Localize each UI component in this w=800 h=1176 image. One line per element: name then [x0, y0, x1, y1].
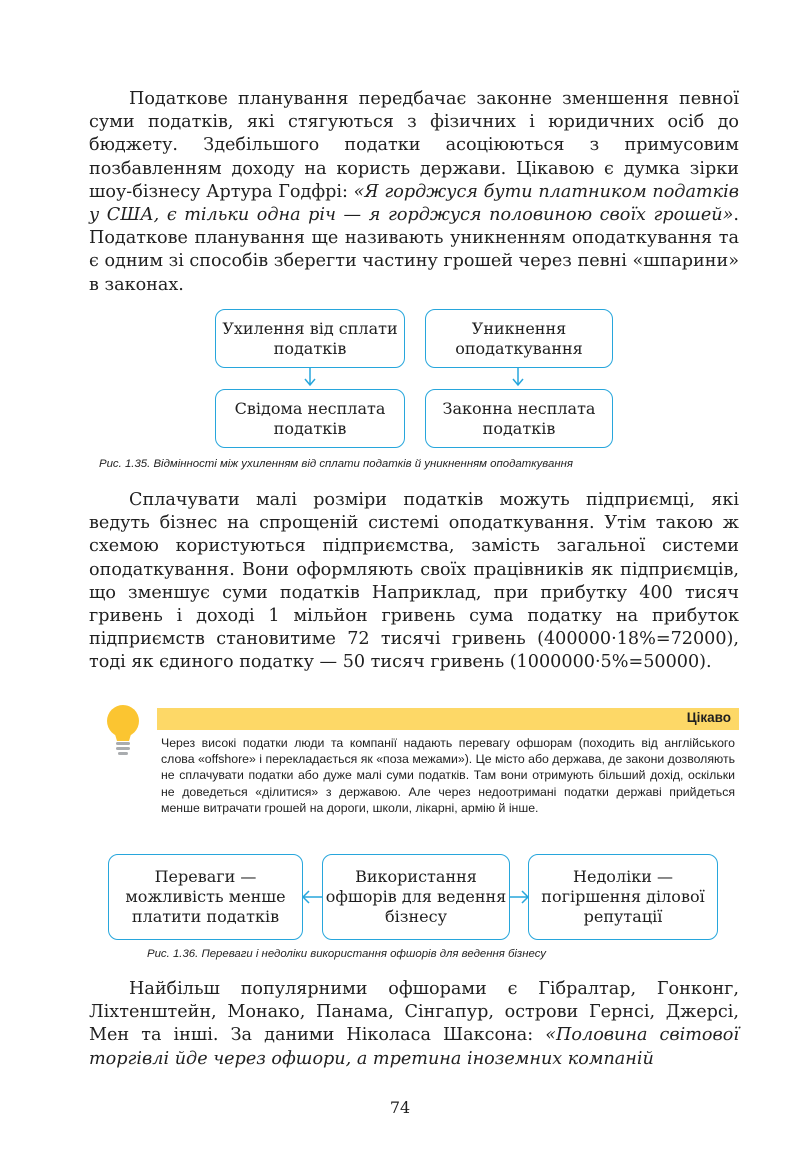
- page-number: 74: [389, 1098, 411, 1117]
- figure-caption-1-36: Рис. 1.36. Переваги і недоліки використання офшорів для ведення бізнесу: [147, 948, 546, 960]
- box-disadvantages-label: Недоліки — погіршення ділової репутації: [541, 867, 705, 926]
- box-deliberate-nonpayment-label: Свідома несплата податків: [234, 398, 386, 438]
- box-tax-evasion: [215, 309, 405, 368]
- box-deliberate-nonpayment: [215, 389, 405, 448]
- info-box-title: Цікаво: [686, 710, 731, 725]
- paragraph-tax-planning-ending: . Податкове планування ще називають уникненням оподаткування та є одним зі способів зберегти частину грошей через певні «шпарини» в законах.: [89, 205, 739, 295]
- box-offshore-usage-label: Використання офшорів для ведення бізнесу: [325, 867, 507, 926]
- figure-caption-1-35: Рис. 1.35. Відмінності між ухиленням від сплати податків й уникненням оподаткування: [99, 458, 573, 470]
- info-box-header: [157, 708, 739, 730]
- box-tax-evasion-label: Ухилення від сплати податків: [222, 318, 398, 358]
- box-tax-avoidance: [425, 309, 613, 368]
- paragraph-simplified-taxation: Сплачувати малі розміри податків можуть підприємці, які ведуть бізнес на спрощеній системі оподаткування. Утім такою ж схемою користуються підприємства, замість загальної системи оподаткування. Вони оформляють своїх працівників як підприємців, що зменшує суми податків Наприклад, при прибутку 400 тисяч гривень і доході 1 мільйон гривень сума податку на прибуток підприємств становитиме 72 тисячі гривень (400000·18%=72000), тоді як єдиного податку — 50 тисяч гривень (1000000·5%=50000).: [89, 490, 739, 673]
- paragraph-popular-offshores-text: Найбільш популярними офшорами є Гібралтар, Гонконг, Ліхтенштейн, Монако, Панама, Сінгапур, острови Гернсі, Джерсі, Мен та інші. За даними Ніколаса Шаксона:: [89, 979, 739, 1046]
- box-advantages-label: Переваги — можливість менше платити податків: [125, 867, 286, 926]
- paragraph-popular-offshores: [89, 978, 739, 1071]
- box-legal-nonpayment-label: Законна несплата податків: [442, 398, 596, 438]
- box-offshore-usage: [322, 854, 510, 940]
- info-box-text: Через високі податки люди та компанії надають перевагу офшорам (походить від англійського слова «offshore» і перекладається як «поза межами»). Це місто або держава, де закони дозволяють не сплачувати податки або дуже малі суми податків. Там вони отримують більший дохід, оскільки не доведеться «ділитися» з державою. Але через недоотримані податки державі прийдеться менше витрачати грошей на дороги, школи, лікарні, армію й інше.: [161, 736, 735, 815]
- shaxson-quote: «Половина світової торгівлі йде через офшори, а третина іноземних компаній: [89, 1025, 739, 1069]
- box-legal-nonpayment: [425, 389, 613, 448]
- box-tax-avoidance-label: Уникнення оподаткування: [455, 318, 583, 358]
- lightbulb-icon: [103, 704, 143, 760]
- box-advantages: [108, 854, 303, 940]
- paragraph-tax-planning-text: Податкове планування передбачає законне зменшення певної суми податків, які стягуються з фізичних і юридичних осіб до бюджету. Здебільшого податки асоціюються з примусовим позбавленням доходу на користь держави. Цікавою є думка зірки шоу-бізнесу Артура Годфрі:: [89, 89, 739, 202]
- box-disadvantages: [528, 854, 718, 940]
- godfrey-quote: «Я горджуся бути платником податків у США, є тільки одна річ — я горджуся половиною своїх грошей»: [89, 181, 739, 226]
